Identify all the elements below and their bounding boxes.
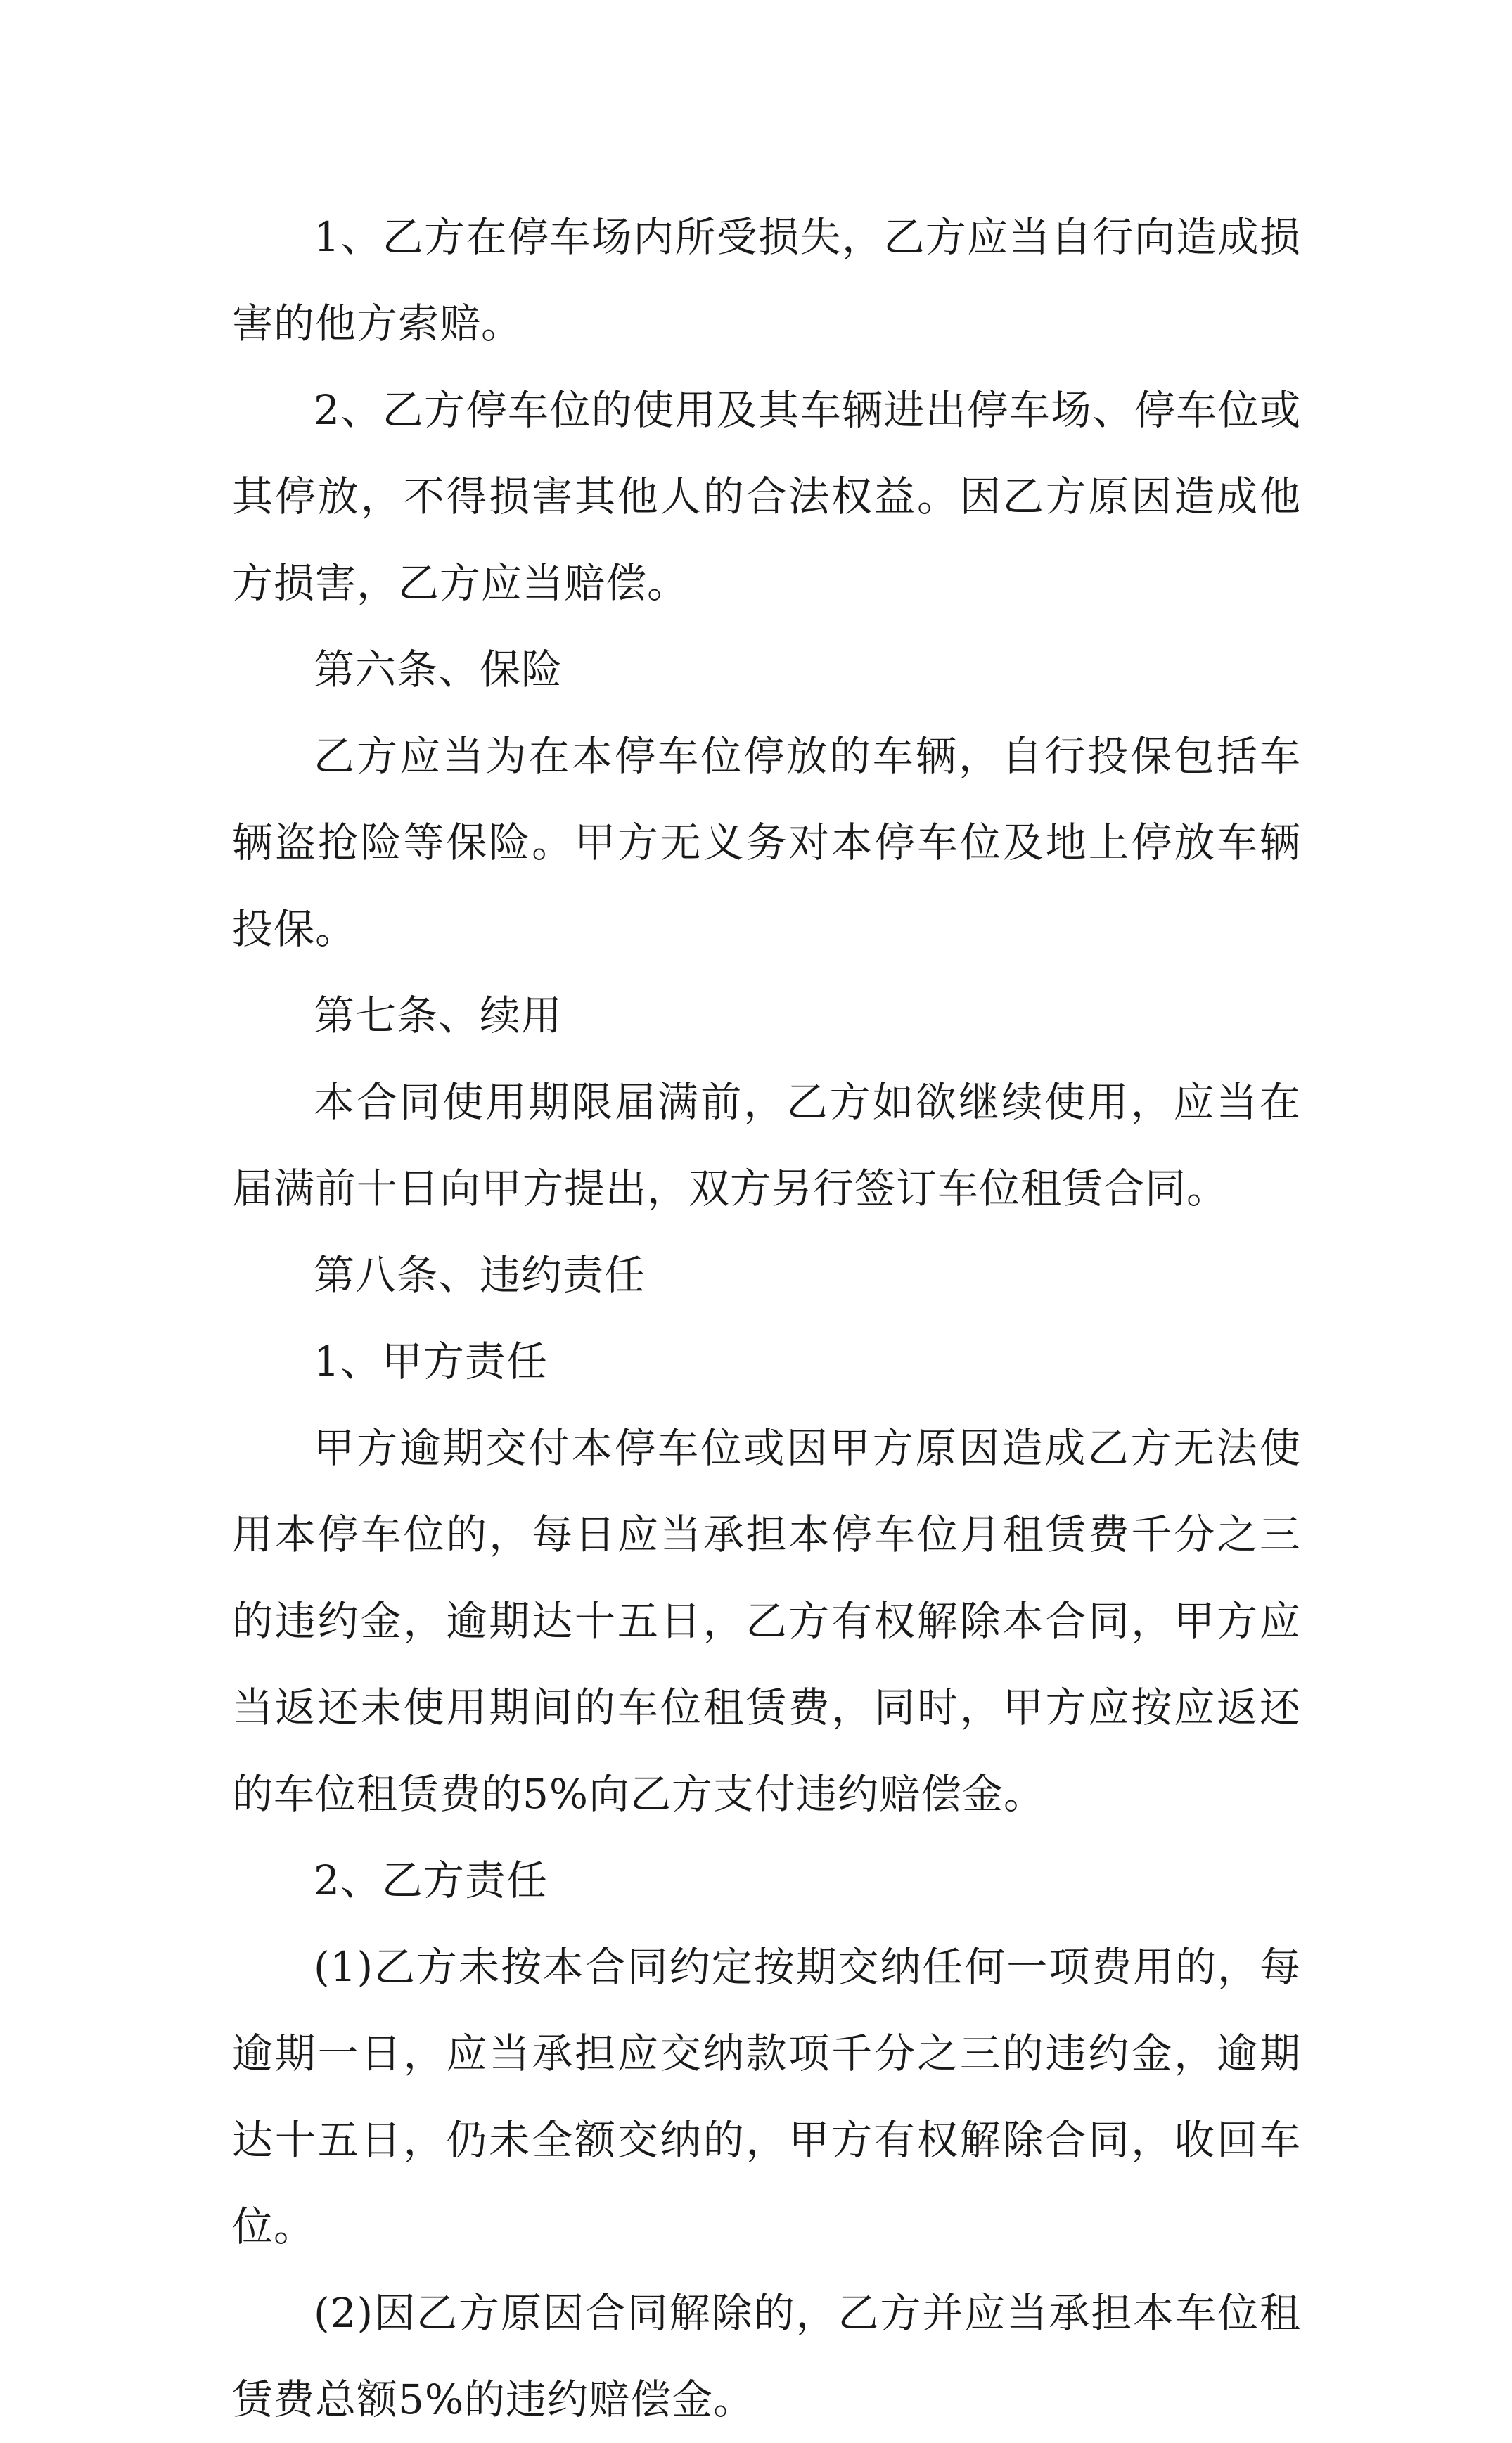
paragraph-insurance: 乙方应当为在本停车位停放的车辆，自行投保包括车辆盗抢险等保险。甲方无义务对本停车位及地上停放车辆投保。 [232, 732, 1301, 953]
heading-article-8: 第八条、违约责任 [314, 1251, 646, 1299]
document-body [232, 194, 1301, 2443]
paragraph-renewal: 本合同使用期限届满前，乙方如欲继续使用，应当在届满前十日向甲方提出，双方另行签订车位租赁合同。 [232, 1078, 1301, 1212]
paragraph-party-a-liability: 甲方逾期交付本停车位或因甲方原因造成乙方无法使用本停车位的，每日应当承担本停车位月租赁费千分之三的违约金，逾期达十五日，乙方有权解除本合同，甲方应当返还未使用期间的车位租赁费，同时，甲方应按应返还的车位租赁费的5%向乙方支付违约赔偿金。 [232, 1424, 1301, 1818]
paragraph-clause-5-2: 2、乙方停车位的使用及其车辆进出停车场、停车位或其停放，不得损害其他人的合法权益。因乙方原因造成他方损害，乙方应当赔偿。 [232, 386, 1301, 607]
heading-article-7: 第七条、续用 [314, 992, 563, 1039]
subheading-party-a-liability: 1、甲方责任 [314, 1338, 548, 1385]
paragraph-party-b-liability-2: (2)因乙方原因合同解除的，乙方并应当承担本车位租赁费总额5%的违约赔偿金。 [232, 2289, 1301, 2423]
subheading-party-b-liability: 2、乙方责任 [314, 1857, 548, 1904]
heading-article-6: 第六条、保险 [314, 646, 563, 693]
paragraph-party-b-liability-1: (1)乙方未按本合同约定按期交纳任何一项费用的，每逾期一日，应当承担应交纳款项千分之三的违约金，逾期达十五日，仍未全额交纳的，甲方有权解除合同，收回车位。 [232, 1943, 1301, 2250]
paragraph-clause-5-1: 1、乙方在停车场内所受损失，乙方应当自行向造成损害的他方索赔。 [232, 213, 1301, 347]
